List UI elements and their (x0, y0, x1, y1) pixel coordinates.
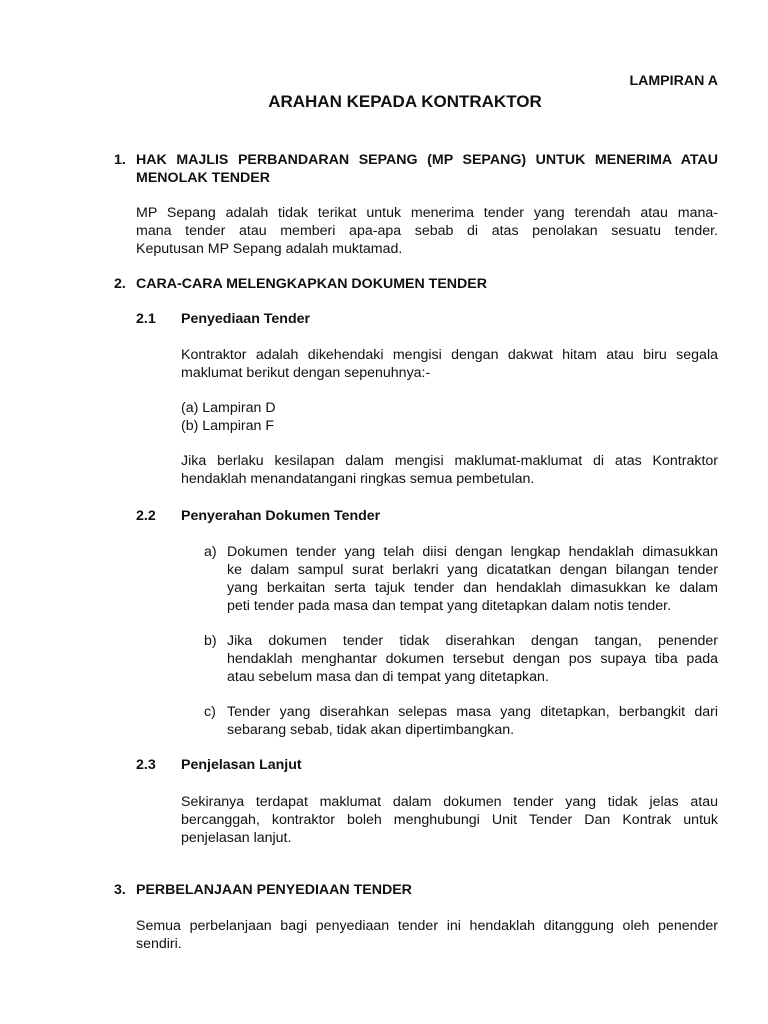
section-1-number: 1. (114, 152, 126, 168)
subsection-2-1-paragraph (181, 346, 718, 382)
list-item (227, 632, 718, 686)
paragraph-line: Jika berlaku kesilapan dalam mengisi maklumat-maklumat di atas Kontraktor (181, 453, 718, 469)
section-2-heading: CARA-CARA MELENGKAPKAN DOKUMEN TENDER (136, 276, 488, 292)
list-item-line: ke dalam sampul surat berlakri yang dicatatkan dengan bilangan tender (227, 562, 718, 578)
paragraph-line: penjelasan lanjut. (181, 830, 292, 846)
paragraph-line: sendiri. (136, 936, 182, 952)
section-1-heading (136, 151, 718, 187)
subsection-2-3-paragraph (181, 793, 718, 847)
list-item-line: atau sebelum masa dan di tempat yang ditetapkan. (227, 669, 549, 685)
list-marker: c) (204, 704, 216, 720)
list-item (227, 703, 718, 739)
paragraph-line: Keputusan MP Sepang adalah muktamad. (136, 241, 403, 257)
section-1-paragraph (136, 204, 718, 258)
list-marker: a) (204, 544, 217, 560)
list-item (227, 543, 718, 615)
paragraph-line: hendaklah menandatangani ringkas semua pembetulan. (181, 471, 535, 487)
section-1-heading-line: HAK MAJLIS PERBANDARAN SEPANG (MP SEPANG) UNTUK MENERIMA ATAU (136, 152, 718, 168)
list-item-line: Jika dokumen tender tidak diserahkan dengan tangan, penender (227, 633, 718, 649)
section-2-number: 2. (114, 276, 126, 292)
subsection-2-1-paragraph-2 (181, 452, 718, 488)
paragraph-line: MP Sepang adalah tidak terikat untuk menerima tender yang terendah atau mana- (136, 205, 718, 221)
list-item-line: Tender yang diserahkan selepas masa yang ditetapkan, berbangkit dari (227, 704, 718, 720)
subsection-2-1-number: 2.1 (136, 311, 156, 327)
list-item-line: peti tender pada masa dan tempat yang ditetapkan dalam notis tender. (227, 598, 672, 614)
list-item-line: yang berkaitan serta tajuk tender dan hendaklah dimasukkan ke dalam (227, 580, 718, 596)
subsection-2-1-heading: Penyediaan Tender (181, 311, 311, 327)
section-3-heading: PERBELANJAAN PENYEDIAAN TENDER (136, 882, 412, 898)
paragraph-line: mana tender atau memberi apa-apa sebab di atas penolakan sesuatu tender. (136, 223, 718, 239)
attachment-list (181, 399, 276, 435)
paragraph-line: Semua perbelanjaan bagi penyediaan tender ini hendaklah ditanggung oleh penender (136, 918, 718, 934)
section-1-heading-line: MENOLAK TENDER (136, 170, 270, 186)
document-title: ARAHAN KEPADA KONTRAKTOR (268, 92, 542, 111)
list-item-line: sebarang sebab, tidak akan dipertimbangkan. (227, 722, 515, 738)
section-3-paragraph (136, 917, 718, 953)
paragraph-line: bercanggah, kontraktor boleh menghubungi Unit Tender Dan Kontrak untuk (181, 812, 718, 828)
list-item: (a) Lampiran D (181, 400, 276, 416)
subsection-2-3-number: 2.3 (136, 757, 156, 773)
list-item-line: Dokumen tender yang telah diisi dengan lengkap hendaklah dimasukkan (227, 544, 718, 560)
paragraph-line: maklumat berikut dengan sepenuhnya:- (181, 365, 431, 381)
subsection-2-2-number: 2.2 (136, 508, 156, 524)
annex-label: LAMPIRAN A (629, 73, 718, 89)
list-marker: b) (204, 633, 217, 649)
list-item-line: hendaklah menghantar dokumen tersebut dengan pos supaya tiba pada (227, 651, 718, 667)
paragraph-line: Sekiranya terdapat maklumat dalam dokumen tender yang tidak jelas atau (181, 794, 718, 810)
section-3-number: 3. (114, 882, 126, 898)
paragraph-line: Kontraktor adalah dikehendaki mengisi dengan dakwat hitam atau biru segala (181, 347, 718, 363)
subsection-2-2-heading: Penyerahan Dokumen Tender (181, 508, 381, 524)
list-item: (b) Lampiran F (181, 418, 275, 434)
subsection-2-3-heading: Penjelasan Lanjut (181, 757, 302, 773)
